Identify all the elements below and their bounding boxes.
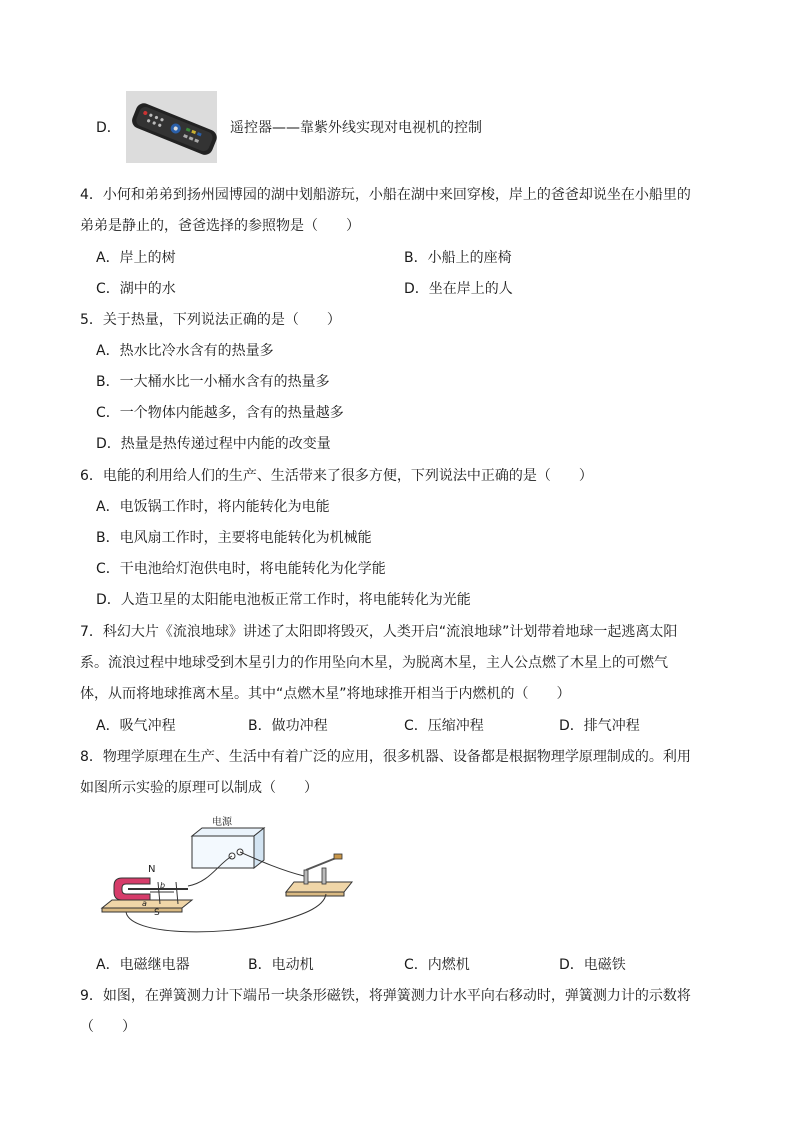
q7-option-a[interactable]: A．吸气冲程 [96,718,176,734]
q4-stem-line1: 4．小何和弟弟到扬州园博园的湖中划船游玩，小船在湖中来回穿梭，岸上的爸爸却说坐在小船里的 [80,187,691,203]
q3-option-d-label: D． [96,120,121,136]
q7-option-b[interactable]: B．做功冲程 [248,718,328,734]
q5-option-b[interactable]: B．一大桶水比一小桶水含有的热量多 [96,374,330,390]
q7-option-c[interactable]: C．压缩冲程 [404,718,484,734]
q8-option-a[interactable]: A．电磁继电器 [96,957,190,973]
q8-option-d[interactable]: D．电磁铁 [559,957,626,973]
q8-stem-line2: 如图所示实验的原理可以制成（ ） [80,780,318,796]
q6-option-a[interactable]: A．电饭锅工作时，将内能转化为电能 [96,499,330,515]
q6-option-b[interactable]: B．电风扇工作时，主要将电能转化为机械能 [96,530,372,546]
q7-stem-line2: 系。流浪过程中地球受到木星引力的作用坠向木星，为脱离木星，主人公点燃了木星上的可燃气 [80,655,668,671]
q9-stem-line1: 9．如图，在弹簧测力计下端吊一块条形磁铁，将弹簧测力计水平向右移动时，弹簧测力计的示数将 [80,988,691,1004]
q4-option-c[interactable]: C．湖中的水 [96,281,176,297]
power-supply-label: 电源 [212,817,232,828]
q5-option-d[interactable]: D．热量是热传递过程中内能的改变量 [96,436,331,452]
q4-stem-line2: 弟弟是静止的，爸爸选择的参照物是（ ） [80,218,360,234]
q8-option-b[interactable]: B．电动机 [248,957,314,973]
power-supply [192,828,264,868]
rod-b-label: b [160,881,166,890]
q8-stem-line1: 8．物理学原理在生产、生活中有着广泛的应用，很多机器、设备都是根据物理学原理制成的。利用 [80,749,691,765]
q7-stem-line1: 7．科幻大片《流浪地球》讲述了太阳即将毁灭，人类开启“流浪地球”计划带着地球一起逃离太阳 [80,624,678,640]
q6-stem-line1: 6．电能的利用给人们的生产、生活带来了很多方便，下列说法中正确的是（ ） [80,468,593,484]
magnet-n-label: N [148,864,156,875]
q8-option-c[interactable]: C．内燃机 [404,957,470,973]
rod-a-label: a [142,899,147,908]
q7-stem-line3: 体，从而将地球推离木星。其中“点燃木星”将地球推开相当于内燃机的（ ） [80,686,571,702]
remote-control-image [126,91,217,163]
q6-option-d[interactable]: D．人造卫星的太阳能电池板正常工作时，将电能转化为光能 [96,592,471,608]
q3-option-d-text: 遥控器——靠紫外线实现对电视机的控制 [230,120,482,136]
experiment-figure [100,812,360,938]
q4-option-b[interactable]: B．小船上的座椅 [404,250,512,266]
magnet-s-label: S [154,908,160,918]
q7-option-d[interactable]: D．排气冲程 [559,718,640,734]
q9-stem-line2: （ ） [80,1019,136,1035]
switch-stand [286,854,352,896]
q4-option-a[interactable]: A．岸上的树 [96,250,176,266]
q5-option-c[interactable]: C．一个物体内能越多，含有的热量越多 [96,405,344,421]
q5-stem-line1: 5．关于热量，下列说法正确的是（ ） [80,312,341,328]
q6-option-c[interactable]: C．干电池给灯泡供电时，将电能转化为化学能 [96,561,386,577]
q5-option-a[interactable]: A．热水比冷水含有的热量多 [96,343,274,359]
magnet-stand [102,878,192,912]
q4-option-d[interactable]: D．坐在岸上的人 [404,281,513,297]
